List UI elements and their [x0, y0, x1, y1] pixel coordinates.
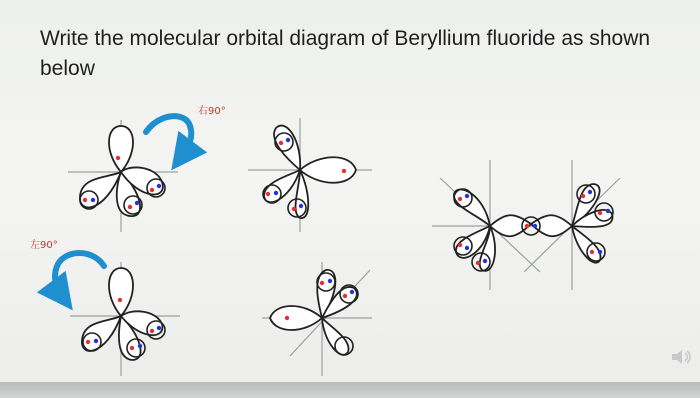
orbital-diagram-top-middle [248, 118, 372, 232]
orbital-diagram-bottom-left [55, 253, 180, 376]
orbital-diagram-top-left [68, 116, 191, 232]
speaker-icon[interactable] [670, 348, 694, 366]
slide-title: Write the molecular orbital diagram of Beryllium fluoride as shown below [40, 27, 651, 80]
rotate-right-label: 右90° [198, 106, 226, 117]
rotate-left-arrow [55, 253, 104, 296]
orbital-diagram-bottom-middle [262, 262, 372, 376]
rotate-right-arrow [146, 116, 191, 156]
rotate-left-label: 左90° [30, 240, 58, 251]
orbital-diagram-bef2 [432, 160, 620, 290]
screen-bezel [0, 382, 700, 398]
